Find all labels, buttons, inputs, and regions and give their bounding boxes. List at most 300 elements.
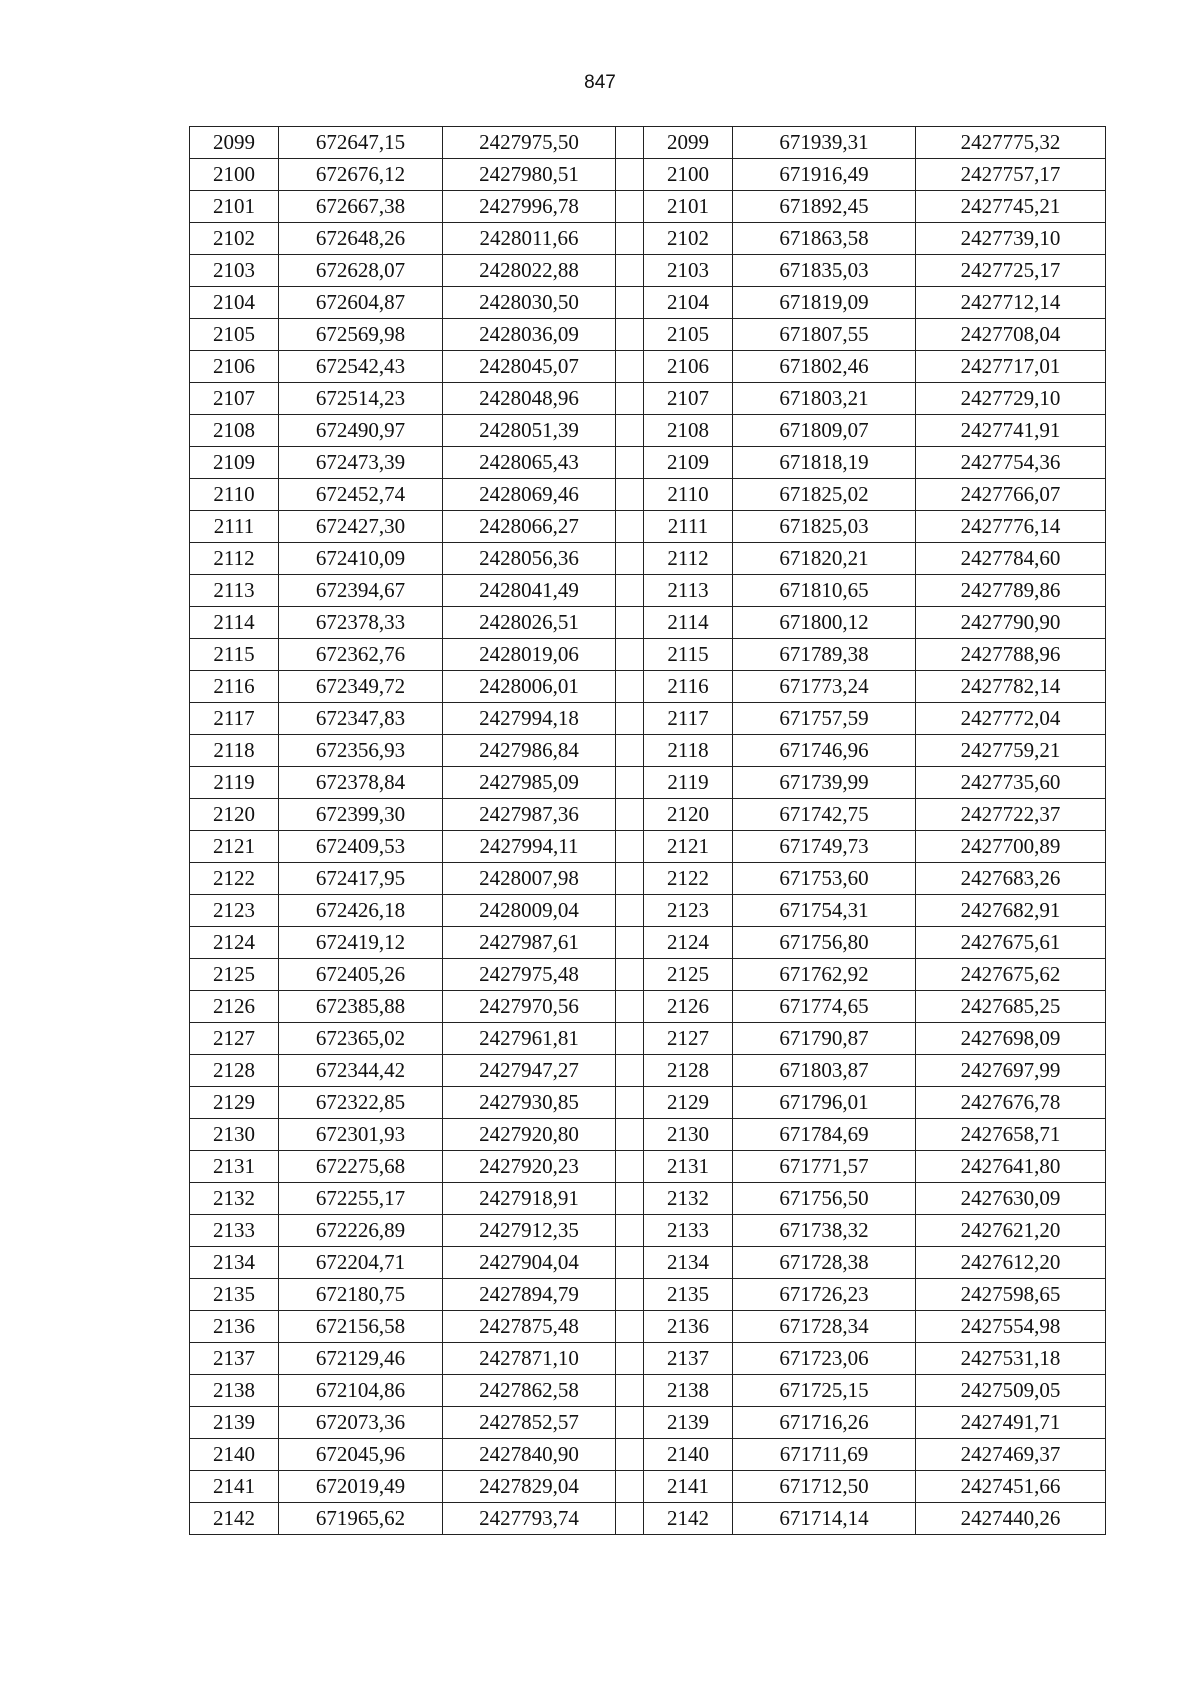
table-row xyxy=(190,447,1106,479)
left-point-number-cell: 2120 xyxy=(190,799,279,831)
right-x-coordinate-cell: 671818,19 xyxy=(733,447,916,479)
right-y-coordinate-cell: 2427676,78 xyxy=(916,1087,1106,1119)
left-y-coordinate-cell: 2428051,39 xyxy=(443,415,616,447)
right-point-number-cell: 2136 xyxy=(644,1311,733,1343)
right-point-number-cell: 2130 xyxy=(644,1119,733,1151)
separator-cell xyxy=(616,543,644,575)
right-point-number-cell: 2125 xyxy=(644,959,733,991)
table-row xyxy=(190,159,1106,191)
right-point-number-cell: 2110 xyxy=(644,479,733,511)
table-row xyxy=(190,1471,1106,1503)
left-point-number-cell: 2133 xyxy=(190,1215,279,1247)
right-x-coordinate-cell: 671773,24 xyxy=(733,671,916,703)
right-x-coordinate-cell: 671728,38 xyxy=(733,1247,916,1279)
right-x-coordinate-cell: 671892,45 xyxy=(733,191,916,223)
right-y-coordinate-cell: 2427735,60 xyxy=(916,767,1106,799)
table-row xyxy=(190,959,1106,991)
left-x-coordinate-cell: 672542,43 xyxy=(279,351,443,383)
left-y-coordinate-cell: 2428006,01 xyxy=(443,671,616,703)
left-x-coordinate-cell: 672073,36 xyxy=(279,1407,443,1439)
right-y-coordinate-cell: 2427700,89 xyxy=(916,831,1106,863)
separator-cell xyxy=(616,383,644,415)
left-y-coordinate-cell: 2427840,90 xyxy=(443,1439,616,1471)
right-y-coordinate-cell: 2427685,25 xyxy=(916,991,1106,1023)
left-y-coordinate-cell: 2428066,27 xyxy=(443,511,616,543)
separator-cell xyxy=(616,703,644,735)
left-point-number-cell: 2137 xyxy=(190,1343,279,1375)
right-point-number-cell: 2115 xyxy=(644,639,733,671)
separator-cell xyxy=(616,1055,644,1087)
right-x-coordinate-cell: 671725,15 xyxy=(733,1375,916,1407)
separator-cell xyxy=(616,1279,644,1311)
left-point-number-cell: 2126 xyxy=(190,991,279,1023)
left-x-coordinate-cell: 672473,39 xyxy=(279,447,443,479)
left-point-number-cell: 2134 xyxy=(190,1247,279,1279)
right-y-coordinate-cell: 2427722,37 xyxy=(916,799,1106,831)
right-y-coordinate-cell: 2427712,14 xyxy=(916,287,1106,319)
separator-cell xyxy=(616,575,644,607)
left-y-coordinate-cell: 2427930,85 xyxy=(443,1087,616,1119)
right-y-coordinate-cell: 2427741,91 xyxy=(916,415,1106,447)
separator-cell xyxy=(616,639,644,671)
right-point-number-cell: 2120 xyxy=(644,799,733,831)
left-x-coordinate-cell: 672405,26 xyxy=(279,959,443,991)
right-x-coordinate-cell: 671754,31 xyxy=(733,895,916,927)
left-y-coordinate-cell: 2428022,88 xyxy=(443,255,616,287)
separator-cell xyxy=(616,255,644,287)
separator-cell xyxy=(616,447,644,479)
right-x-coordinate-cell: 671753,60 xyxy=(733,863,916,895)
left-x-coordinate-cell: 672156,58 xyxy=(279,1311,443,1343)
table-row xyxy=(190,1151,1106,1183)
left-x-coordinate-cell: 672344,42 xyxy=(279,1055,443,1087)
left-x-coordinate-cell: 672356,93 xyxy=(279,735,443,767)
right-y-coordinate-cell: 2427675,61 xyxy=(916,927,1106,959)
left-point-number-cell: 2142 xyxy=(190,1503,279,1535)
table-row xyxy=(190,735,1106,767)
left-y-coordinate-cell: 2427994,18 xyxy=(443,703,616,735)
left-point-number-cell: 2104 xyxy=(190,287,279,319)
right-x-coordinate-cell: 671809,07 xyxy=(733,415,916,447)
right-point-number-cell: 2112 xyxy=(644,543,733,575)
right-x-coordinate-cell: 671820,21 xyxy=(733,543,916,575)
left-x-coordinate-cell: 672409,53 xyxy=(279,831,443,863)
left-y-coordinate-cell: 2428007,98 xyxy=(443,863,616,895)
right-point-number-cell: 2116 xyxy=(644,671,733,703)
right-x-coordinate-cell: 671803,21 xyxy=(733,383,916,415)
table-row xyxy=(190,543,1106,575)
left-x-coordinate-cell: 672019,49 xyxy=(279,1471,443,1503)
table-row xyxy=(190,671,1106,703)
table-row xyxy=(190,1087,1106,1119)
left-y-coordinate-cell: 2427985,09 xyxy=(443,767,616,799)
right-y-coordinate-cell: 2427772,04 xyxy=(916,703,1106,735)
right-y-coordinate-cell: 2427469,37 xyxy=(916,1439,1106,1471)
left-x-coordinate-cell: 672490,97 xyxy=(279,415,443,447)
right-point-number-cell: 2141 xyxy=(644,1471,733,1503)
right-y-coordinate-cell: 2427682,91 xyxy=(916,895,1106,927)
right-y-coordinate-cell: 2427788,96 xyxy=(916,639,1106,671)
left-x-coordinate-cell: 672667,38 xyxy=(279,191,443,223)
right-y-coordinate-cell: 2427621,20 xyxy=(916,1215,1106,1247)
left-y-coordinate-cell: 2428036,09 xyxy=(443,319,616,351)
separator-cell xyxy=(616,1311,644,1343)
separator-cell xyxy=(616,927,644,959)
left-point-number-cell: 2105 xyxy=(190,319,279,351)
right-x-coordinate-cell: 671790,87 xyxy=(733,1023,916,1055)
right-x-coordinate-cell: 671728,34 xyxy=(733,1311,916,1343)
right-y-coordinate-cell: 2427598,65 xyxy=(916,1279,1106,1311)
left-y-coordinate-cell: 2428045,07 xyxy=(443,351,616,383)
right-x-coordinate-cell: 671802,46 xyxy=(733,351,916,383)
right-y-coordinate-cell: 2427759,21 xyxy=(916,735,1106,767)
left-y-coordinate-cell: 2428019,06 xyxy=(443,639,616,671)
right-y-coordinate-cell: 2427739,10 xyxy=(916,223,1106,255)
left-y-coordinate-cell: 2427975,50 xyxy=(443,127,616,159)
separator-cell xyxy=(616,1343,644,1375)
separator-cell xyxy=(616,1119,644,1151)
right-y-coordinate-cell: 2427776,14 xyxy=(916,511,1106,543)
right-x-coordinate-cell: 671916,49 xyxy=(733,159,916,191)
left-x-coordinate-cell: 672385,88 xyxy=(279,991,443,1023)
left-x-coordinate-cell: 672399,30 xyxy=(279,799,443,831)
right-point-number-cell: 2105 xyxy=(644,319,733,351)
left-y-coordinate-cell: 2427912,35 xyxy=(443,1215,616,1247)
right-x-coordinate-cell: 671723,06 xyxy=(733,1343,916,1375)
left-x-coordinate-cell: 672569,98 xyxy=(279,319,443,351)
right-x-coordinate-cell: 671757,59 xyxy=(733,703,916,735)
right-y-coordinate-cell: 2427641,80 xyxy=(916,1151,1106,1183)
right-y-coordinate-cell: 2427775,32 xyxy=(916,127,1106,159)
separator-cell xyxy=(616,767,644,799)
left-x-coordinate-cell: 672514,23 xyxy=(279,383,443,415)
left-point-number-cell: 2135 xyxy=(190,1279,279,1311)
left-point-number-cell: 2117 xyxy=(190,703,279,735)
right-point-number-cell: 2131 xyxy=(644,1151,733,1183)
separator-cell xyxy=(616,1439,644,1471)
table-row xyxy=(190,319,1106,351)
right-point-number-cell: 2106 xyxy=(644,351,733,383)
right-x-coordinate-cell: 671711,69 xyxy=(733,1439,916,1471)
separator-cell xyxy=(616,415,644,447)
right-point-number-cell: 2107 xyxy=(644,383,733,415)
right-point-number-cell: 2114 xyxy=(644,607,733,639)
right-y-coordinate-cell: 2427782,14 xyxy=(916,671,1106,703)
right-x-coordinate-cell: 671712,50 xyxy=(733,1471,916,1503)
left-y-coordinate-cell: 2428030,50 xyxy=(443,287,616,319)
left-x-coordinate-cell: 672394,67 xyxy=(279,575,443,607)
left-point-number-cell: 2124 xyxy=(190,927,279,959)
left-point-number-cell: 2139 xyxy=(190,1407,279,1439)
table-row xyxy=(190,607,1106,639)
right-y-coordinate-cell: 2427766,07 xyxy=(916,479,1106,511)
left-point-number-cell: 2106 xyxy=(190,351,279,383)
right-x-coordinate-cell: 671749,73 xyxy=(733,831,916,863)
right-point-number-cell: 2108 xyxy=(644,415,733,447)
table-row xyxy=(190,1439,1106,1471)
right-x-coordinate-cell: 671739,99 xyxy=(733,767,916,799)
left-point-number-cell: 2138 xyxy=(190,1375,279,1407)
right-point-number-cell: 2135 xyxy=(644,1279,733,1311)
separator-cell xyxy=(616,1151,644,1183)
left-point-number-cell: 2110 xyxy=(190,479,279,511)
left-point-number-cell: 2136 xyxy=(190,1311,279,1343)
left-point-number-cell: 2125 xyxy=(190,959,279,991)
left-x-coordinate-cell: 672104,86 xyxy=(279,1375,443,1407)
right-y-coordinate-cell: 2427630,09 xyxy=(916,1183,1106,1215)
left-y-coordinate-cell: 2427996,78 xyxy=(443,191,616,223)
right-point-number-cell: 2133 xyxy=(644,1215,733,1247)
left-y-coordinate-cell: 2428026,51 xyxy=(443,607,616,639)
right-point-number-cell: 2126 xyxy=(644,991,733,1023)
right-point-number-cell: 2129 xyxy=(644,1087,733,1119)
left-x-coordinate-cell: 672362,76 xyxy=(279,639,443,671)
left-x-coordinate-cell: 672045,96 xyxy=(279,1439,443,1471)
left-x-coordinate-cell: 672322,85 xyxy=(279,1087,443,1119)
separator-cell xyxy=(616,671,644,703)
left-y-coordinate-cell: 2427987,61 xyxy=(443,927,616,959)
left-x-coordinate-cell: 672349,72 xyxy=(279,671,443,703)
table-row xyxy=(190,991,1106,1023)
right-x-coordinate-cell: 671742,75 xyxy=(733,799,916,831)
left-y-coordinate-cell: 2427987,36 xyxy=(443,799,616,831)
right-point-number-cell: 2113 xyxy=(644,575,733,607)
left-point-number-cell: 2115 xyxy=(190,639,279,671)
right-y-coordinate-cell: 2427451,66 xyxy=(916,1471,1106,1503)
right-point-number-cell: 2099 xyxy=(644,127,733,159)
right-x-coordinate-cell: 671810,65 xyxy=(733,575,916,607)
right-point-number-cell: 2100 xyxy=(644,159,733,191)
right-point-number-cell: 2109 xyxy=(644,447,733,479)
left-x-coordinate-cell: 672417,95 xyxy=(279,863,443,895)
right-x-coordinate-cell: 671825,02 xyxy=(733,479,916,511)
separator-cell xyxy=(616,735,644,767)
left-x-coordinate-cell: 672347,83 xyxy=(279,703,443,735)
left-y-coordinate-cell: 2428009,04 xyxy=(443,895,616,927)
left-x-coordinate-cell: 672180,75 xyxy=(279,1279,443,1311)
separator-cell xyxy=(616,191,644,223)
left-x-coordinate-cell: 672365,02 xyxy=(279,1023,443,1055)
separator-cell xyxy=(616,799,644,831)
table-row xyxy=(190,831,1106,863)
right-x-coordinate-cell: 671762,92 xyxy=(733,959,916,991)
right-point-number-cell: 2117 xyxy=(644,703,733,735)
table-row xyxy=(190,703,1106,735)
left-point-number-cell: 2131 xyxy=(190,1151,279,1183)
right-y-coordinate-cell: 2427729,10 xyxy=(916,383,1106,415)
table-row xyxy=(190,415,1106,447)
left-point-number-cell: 2114 xyxy=(190,607,279,639)
left-x-coordinate-cell: 672604,87 xyxy=(279,287,443,319)
left-x-coordinate-cell: 672647,15 xyxy=(279,127,443,159)
right-y-coordinate-cell: 2427683,26 xyxy=(916,863,1106,895)
left-x-coordinate-cell: 672419,12 xyxy=(279,927,443,959)
left-y-coordinate-cell: 2427980,51 xyxy=(443,159,616,191)
separator-cell xyxy=(616,831,644,863)
table-row xyxy=(190,1247,1106,1279)
right-point-number-cell: 2122 xyxy=(644,863,733,895)
right-point-number-cell: 2139 xyxy=(644,1407,733,1439)
right-y-coordinate-cell: 2427789,86 xyxy=(916,575,1106,607)
left-point-number-cell: 2103 xyxy=(190,255,279,287)
separator-cell xyxy=(616,1183,644,1215)
table-row xyxy=(190,1119,1106,1151)
table-row xyxy=(190,927,1106,959)
separator-cell xyxy=(616,607,644,639)
left-point-number-cell: 2113 xyxy=(190,575,279,607)
table-row xyxy=(190,191,1106,223)
left-y-coordinate-cell: 2428048,96 xyxy=(443,383,616,415)
right-y-coordinate-cell: 2427698,09 xyxy=(916,1023,1106,1055)
separator-cell xyxy=(616,959,644,991)
separator-cell xyxy=(616,1407,644,1439)
table-row xyxy=(190,1503,1106,1535)
right-x-coordinate-cell: 671789,38 xyxy=(733,639,916,671)
right-x-coordinate-cell: 671835,03 xyxy=(733,255,916,287)
table-row xyxy=(190,1311,1106,1343)
left-x-coordinate-cell: 672426,18 xyxy=(279,895,443,927)
separator-cell xyxy=(616,319,644,351)
right-point-number-cell: 2140 xyxy=(644,1439,733,1471)
left-x-coordinate-cell: 672410,09 xyxy=(279,543,443,575)
left-x-coordinate-cell: 672452,74 xyxy=(279,479,443,511)
page-number: 847 xyxy=(584,72,616,93)
coordinates-table-body xyxy=(190,127,1106,1535)
left-point-number-cell: 2107 xyxy=(190,383,279,415)
left-y-coordinate-cell: 2427871,10 xyxy=(443,1343,616,1375)
right-y-coordinate-cell: 2427790,90 xyxy=(916,607,1106,639)
table-row xyxy=(190,767,1106,799)
left-y-coordinate-cell: 2427862,58 xyxy=(443,1375,616,1407)
left-point-number-cell: 2108 xyxy=(190,415,279,447)
table-row xyxy=(190,863,1106,895)
right-x-coordinate-cell: 671819,09 xyxy=(733,287,916,319)
separator-cell xyxy=(616,1471,644,1503)
right-x-coordinate-cell: 671774,65 xyxy=(733,991,916,1023)
left-point-number-cell: 2112 xyxy=(190,543,279,575)
separator-cell xyxy=(616,479,644,511)
right-x-coordinate-cell: 671738,32 xyxy=(733,1215,916,1247)
right-y-coordinate-cell: 2427725,17 xyxy=(916,255,1106,287)
table-row xyxy=(190,1279,1106,1311)
separator-cell xyxy=(616,127,644,159)
left-x-coordinate-cell: 672427,30 xyxy=(279,511,443,543)
right-point-number-cell: 2103 xyxy=(644,255,733,287)
left-point-number-cell: 2141 xyxy=(190,1471,279,1503)
separator-cell xyxy=(616,223,644,255)
right-y-coordinate-cell: 2427554,98 xyxy=(916,1311,1106,1343)
table-row xyxy=(190,1375,1106,1407)
left-point-number-cell: 2119 xyxy=(190,767,279,799)
separator-cell xyxy=(616,863,644,895)
right-y-coordinate-cell: 2427745,21 xyxy=(916,191,1106,223)
left-y-coordinate-cell: 2427875,48 xyxy=(443,1311,616,1343)
table-row xyxy=(190,1055,1106,1087)
table-row xyxy=(190,511,1106,543)
left-point-number-cell: 2109 xyxy=(190,447,279,479)
left-y-coordinate-cell: 2427829,04 xyxy=(443,1471,616,1503)
right-x-coordinate-cell: 671771,57 xyxy=(733,1151,916,1183)
left-point-number-cell: 2130 xyxy=(190,1119,279,1151)
left-y-coordinate-cell: 2427918,91 xyxy=(443,1183,616,1215)
separator-cell xyxy=(616,511,644,543)
left-point-number-cell: 2127 xyxy=(190,1023,279,1055)
left-point-number-cell: 2118 xyxy=(190,735,279,767)
separator-cell xyxy=(616,1503,644,1535)
right-x-coordinate-cell: 671756,80 xyxy=(733,927,916,959)
table-row xyxy=(190,1407,1106,1439)
left-point-number-cell: 2121 xyxy=(190,831,279,863)
left-y-coordinate-cell: 2428065,43 xyxy=(443,447,616,479)
table-row xyxy=(190,639,1106,671)
table-row xyxy=(190,1215,1106,1247)
separator-cell xyxy=(616,1247,644,1279)
right-point-number-cell: 2121 xyxy=(644,831,733,863)
right-y-coordinate-cell: 2427784,60 xyxy=(916,543,1106,575)
right-point-number-cell: 2138 xyxy=(644,1375,733,1407)
right-point-number-cell: 2104 xyxy=(644,287,733,319)
right-x-coordinate-cell: 671863,58 xyxy=(733,223,916,255)
separator-cell xyxy=(616,287,644,319)
left-point-number-cell: 2102 xyxy=(190,223,279,255)
right-point-number-cell: 2132 xyxy=(644,1183,733,1215)
right-point-number-cell: 2128 xyxy=(644,1055,733,1087)
left-point-number-cell: 2132 xyxy=(190,1183,279,1215)
right-y-coordinate-cell: 2427440,26 xyxy=(916,1503,1106,1535)
right-point-number-cell: 2127 xyxy=(644,1023,733,1055)
table-row xyxy=(190,1183,1106,1215)
right-y-coordinate-cell: 2427697,99 xyxy=(916,1055,1106,1087)
left-point-number-cell: 2128 xyxy=(190,1055,279,1087)
right-point-number-cell: 2137 xyxy=(644,1343,733,1375)
right-y-coordinate-cell: 2427757,17 xyxy=(916,159,1106,191)
right-point-number-cell: 2142 xyxy=(644,1503,733,1535)
left-point-number-cell: 2099 xyxy=(190,127,279,159)
table-row xyxy=(190,351,1106,383)
left-y-coordinate-cell: 2428056,36 xyxy=(443,543,616,575)
table-row xyxy=(190,255,1106,287)
right-point-number-cell: 2124 xyxy=(644,927,733,959)
left-point-number-cell: 2129 xyxy=(190,1087,279,1119)
right-x-coordinate-cell: 671714,14 xyxy=(733,1503,916,1535)
right-point-number-cell: 2111 xyxy=(644,511,733,543)
right-y-coordinate-cell: 2427717,01 xyxy=(916,351,1106,383)
left-y-coordinate-cell: 2427904,04 xyxy=(443,1247,616,1279)
table-row xyxy=(190,799,1106,831)
table-row xyxy=(190,383,1106,415)
right-x-coordinate-cell: 671803,87 xyxy=(733,1055,916,1087)
right-y-coordinate-cell: 2427675,62 xyxy=(916,959,1106,991)
separator-cell xyxy=(616,159,644,191)
left-y-coordinate-cell: 2427920,80 xyxy=(443,1119,616,1151)
separator-cell xyxy=(616,991,644,1023)
left-point-number-cell: 2122 xyxy=(190,863,279,895)
left-x-coordinate-cell: 671965,62 xyxy=(279,1503,443,1535)
left-point-number-cell: 2140 xyxy=(190,1439,279,1471)
right-y-coordinate-cell: 2427531,18 xyxy=(916,1343,1106,1375)
separator-cell xyxy=(616,1215,644,1247)
left-y-coordinate-cell: 2428011,66 xyxy=(443,223,616,255)
left-x-coordinate-cell: 672255,17 xyxy=(279,1183,443,1215)
right-y-coordinate-cell: 2427754,36 xyxy=(916,447,1106,479)
left-y-coordinate-cell: 2427894,79 xyxy=(443,1279,616,1311)
right-x-coordinate-cell: 671784,69 xyxy=(733,1119,916,1151)
right-point-number-cell: 2101 xyxy=(644,191,733,223)
left-y-coordinate-cell: 2427970,56 xyxy=(443,991,616,1023)
table-row xyxy=(190,287,1106,319)
separator-cell xyxy=(616,1375,644,1407)
left-point-number-cell: 2116 xyxy=(190,671,279,703)
